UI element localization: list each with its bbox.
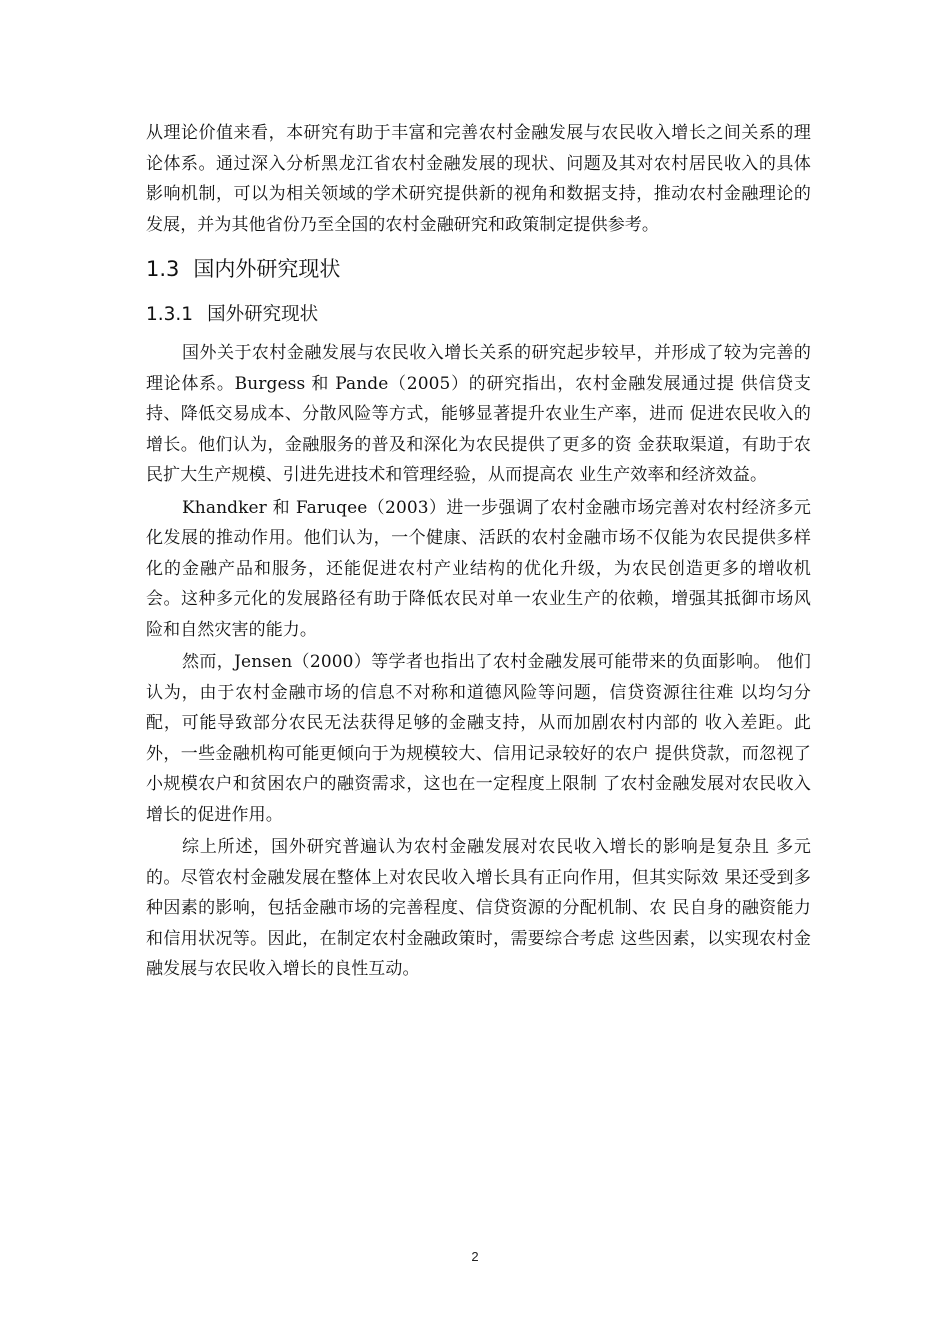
body-paragraph: 从理论价值来看，本研究有助于丰富和完善农村金融发展与农民收入增长之间关系的理论体系。通过深入分析黑龙江省农村金融发展的现状、问题及其对农村居民收入的具体影响机制，可以为相关领域的学术研究提供新的视角和数据支持，推动农村金融理论的发展，并为其他省份乃至全国的农村金融研究和政策制定提供参考。	[146, 123, 811, 235]
body-paragraph: Khandker 和 Faruqee（2003）进一步强调了农村金融市场完善对农村经济多元化发展的推动作用。他们认为，一个健康、活跃的农村金融市场不仅能为农民提供多样化的金融产品和服务，还能促进农村产业结构的优化升级，为农民创造更多的增收机会。这种多元化的发展路径有助于降低农民对单一农业生产的依赖，增强其抵御市场风险和自然灾害的能力。	[146, 497, 811, 640]
section-title: 国内外研究现状	[193, 257, 341, 281]
page-number: 2	[471, 1249, 479, 1264]
body-paragraph: 综上所述，国外研究普遍认为农村金融发展对农民收入增长的影响是复杂且 多元的。尽管农村金融发展在整体上对农民收入增长具有正向作用，但其实际效 果还受到多种因素的影响，包括金融市场的完善程度、信贷资源的分配机制、农 民自身的融资能力和信用状况等。因此，在制定农村金融政策时，需要综合考虑 这些因素，以实现农村金融发展与农民收入增长的良性互动。	[146, 837, 811, 979]
section-number: 1.3	[146, 257, 180, 281]
subsection-title: 国外研究现状	[207, 304, 319, 325]
subsection-number: 1.3.1	[146, 304, 194, 325]
section-heading	[146, 252, 811, 286]
body-paragraph: 然而，Jensen（2000）等学者也指出了农村金融发展可能带来的负面影响。 他们认为，由于农村金融市场的信息不对称和道德风险等问题，信贷资源往往难 以均匀分配，可能导致部分农民无法获得足够的金融支持，从而加剧农村内部的 收入差距。此外，一些金融机构可能更倾向于为规模较大、信用记录较好的农户 提供贷款，而忽视了小规模农户和贫困农户的融资需求，这也在一定程度上限制 了农村金融发展对农民收入增长的促进作用。	[146, 652, 811, 825]
subsection-heading	[146, 300, 811, 330]
document-page	[146, 118, 811, 985]
body-paragraph: 国外关于农村金融发展与农民收入增长关系的研究起步较早，并形成了较为完善的理论体系。Burgess 和 Pande（2005）的研究指出，农村金融发展通过提 供信贷支持、降低交易成本、分散风险等方式，能够显著提升农业生产率，进而 促进农民收入的增长。他们认为，金融服务的普及和深化为农民提供了更多的资 金获取渠道，有助于农民扩大生产规模、引进先进技术和管理经验，从而提高农 业生产效率和经济效益。	[146, 343, 811, 485]
